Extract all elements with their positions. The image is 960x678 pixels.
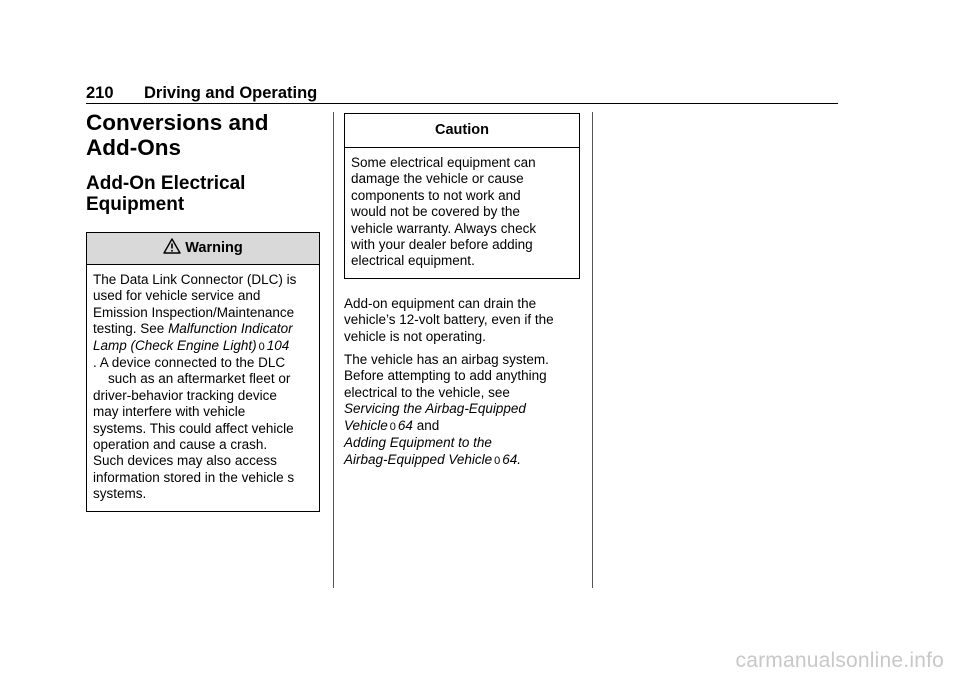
column-divider-left	[333, 112, 334, 588]
caution-line: damage the vehicle or cause	[351, 171, 524, 187]
warning-line	[93, 338, 315, 355]
title-line-2: Add-Ons	[86, 135, 181, 160]
mil-link-cont[interactable]: Lamp (Check Engine Light)	[93, 337, 257, 353]
page-number: 210	[86, 84, 114, 102]
column-1	[86, 110, 320, 512]
column-2	[344, 113, 580, 469]
warning-line: systems. This could affect vehicle	[93, 420, 294, 436]
warning-box	[86, 232, 320, 512]
warning-line: . A device connected to the DLC	[93, 355, 286, 371]
paragraph-line: vehicle’s 12-volt battery, even if the	[344, 312, 554, 328]
paragraph-line	[344, 452, 580, 469]
caution-heading: Caution	[345, 114, 579, 148]
section-title: Driving and Operating	[144, 84, 318, 102]
paragraph-battery	[344, 296, 580, 345]
paragraph-line: electrical to the vehicle, see	[344, 384, 510, 400]
adding-equipment-link-cont[interactable]: Airbag-Equipped Vehicle	[344, 451, 493, 467]
warning-line: systems.	[93, 486, 147, 502]
paragraph-line: Before attempting to add anything	[344, 368, 547, 384]
page-ref-arrow-icon: 0	[494, 454, 501, 467]
mil-link[interactable]: Malfunction Indicator	[168, 321, 293, 337]
warning-line: used for vehicle service and	[93, 288, 261, 304]
paragraph-line: vehicle is not operating.	[344, 328, 486, 344]
airbag-service-link-cont[interactable]: Vehicle	[344, 417, 388, 433]
caution-line: would not be covered by the	[351, 204, 520, 220]
warning-line: may interfere with vehicle	[93, 404, 246, 420]
page-ref-arrow-icon: 0	[389, 420, 396, 433]
caution-line: with your dealer before adding	[351, 237, 533, 253]
caution-body	[345, 148, 579, 278]
warning-line: such as an aftermarket fleet or	[93, 371, 291, 387]
paragraph-line: Add-on equipment can drain the	[344, 295, 537, 311]
page-title	[86, 110, 320, 160]
page-ref[interactable]: 64	[397, 417, 413, 433]
adding-equipment-link[interactable]: Adding Equipment to the	[344, 435, 492, 451]
warning-body	[87, 265, 319, 511]
warning-line: information stored in the vehicle s	[93, 469, 295, 485]
caution-line: vehicle warranty. Always check	[351, 220, 537, 236]
column-divider-right	[592, 112, 593, 588]
caution-box	[344, 113, 580, 279]
warning-line: Such devices may also access	[93, 453, 277, 469]
airbag-service-link[interactable]: Servicing the Airbag-Equipped	[344, 401, 526, 417]
warning-header	[87, 233, 319, 265]
and-text: and	[412, 417, 440, 433]
caution-line: components to not work and	[351, 187, 521, 203]
warning-line: driver-behavior tracking device	[93, 387, 277, 403]
caution-line: electrical equipment.	[351, 253, 475, 269]
warning-line: The Data Link Connector (DLC) is	[93, 272, 297, 287]
warning-heading: Warning	[185, 240, 243, 256]
title-line-1: Conversions and	[86, 110, 269, 135]
warning-triangle-icon	[163, 235, 181, 266]
paragraph-line: The vehicle has an airbag system.	[344, 352, 549, 368]
section-heading	[86, 174, 320, 215]
page-ref[interactable]: 104	[266, 337, 290, 353]
see-text: testing. See	[93, 321, 169, 337]
subtitle-line-2: Equipment	[86, 193, 185, 215]
warning-line: Emission Inspection/Maintenance	[93, 304, 295, 320]
caution-line: Some electrical equipment can	[351, 155, 536, 170]
warning-line: operation and cause a crash.	[93, 437, 268, 453]
page-header	[86, 84, 838, 104]
warning-line	[93, 321, 315, 337]
paragraph-airbag	[344, 352, 580, 469]
page-ref[interactable]: 64.	[502, 451, 522, 467]
paragraph-line	[344, 418, 580, 435]
subtitle-line-1: Add-On Electrical	[86, 173, 246, 194]
page-ref-arrow-icon: 0	[258, 340, 265, 353]
watermark: carmanualsonline.info	[735, 649, 944, 672]
